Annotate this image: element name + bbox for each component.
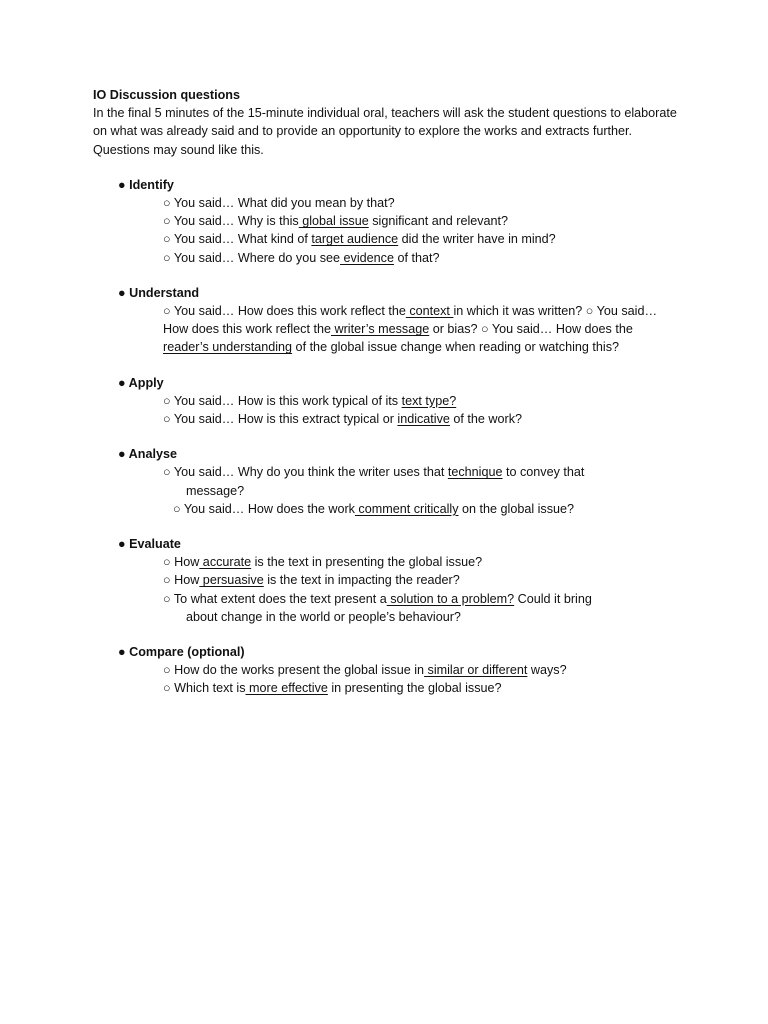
list-item-continuation: about change in the world or people’s behaviour? [186,609,461,624]
question-list [163,463,683,518]
document-title: IO Discussion questions [93,88,240,102]
bullet-icon: ● [118,537,126,552]
circle-icon: ○ [163,304,171,319]
circle-icon: ○ [163,465,171,480]
document-page [93,86,683,698]
section-heading: ● Compare (optional) [118,645,245,660]
circle-icon: ○ [163,681,171,696]
list-item: ○ Which text is more effective in presenting the global issue? [163,681,502,696]
list-item-continuation: message? [186,483,245,498]
question-list [163,553,683,626]
circle-icon: ○ [163,214,171,229]
list-item: ○ How do the works present the global issue in similar or different ways? [163,663,567,678]
bullet-icon: ● [118,177,126,192]
circle-icon: ○ [163,232,171,247]
underlined-term: global issue [298,214,369,229]
list-item: ○ You said… Why do you think the writer uses that technique to convey that [163,465,585,480]
section-compare [93,643,683,698]
underlined-term: writer’s message [331,322,430,337]
section-analyse [93,445,683,518]
underlined-term: indicative [397,412,450,427]
list-item: ○ How accurate is the text in presenting the global issue? [163,555,483,570]
circle-icon: ○ [163,412,171,427]
list-item: ○ You said… How does the work comment critically on the global issue? [173,501,575,516]
section-understand [93,284,683,357]
section-heading: ● Understand [118,285,200,300]
section-apply [93,374,683,429]
section-heading: ● Apply [118,375,164,390]
underlined-term: reader’s understanding [163,340,293,355]
circle-icon: ○ [163,591,171,606]
list-item: ○ You said… Why is this global issue significant and relevant? [163,214,509,229]
underlined-term: more effective [245,681,328,696]
list-item: ○ You said… Where do you see evidence of that? [163,250,440,265]
underlined-term: technique [447,465,503,480]
circle-icon: ○ [163,196,171,211]
list-item: ○ You said… What kind of target audience did the writer have in mind? [163,232,556,247]
bullet-icon: ● [118,375,126,390]
list-item: ○ You said… How is this extract typical or indicative of the work? [163,412,523,427]
question-list [163,194,683,267]
underlined-term: context [405,304,454,319]
question-paragraph: ○ You said… How does this work reflect the context in which it was written? ○ You said… How does this work reflect the writer’s message or bias? ○ You said… How does the reader’s understanding of the global issue change when reading or watching this? [163,304,658,355]
bullet-icon: ● [118,285,126,300]
underlined-term: text type? [401,393,457,408]
circle-icon: ○ [163,555,171,570]
underlined-term: solution to a problem? [386,591,515,606]
list-item: ○ To what extent does the text present a solution to a problem? Could it bring [163,591,592,606]
underlined-term: persuasive [199,573,264,588]
section-heading: ● Identify [118,177,174,192]
circle-icon: ○ [163,393,171,408]
underlined-term: evidence [340,250,394,265]
intro-paragraph: In the final 5 minutes of the 15-minute individual oral, teachers will ask the student questions to elaborate on what was already said and to provide an opportunity to explore the works and extracts further. Questions may sound like this. [93,106,677,157]
underlined-term: comment critically [354,501,459,516]
question-list [163,392,683,428]
underlined-term: accurate [199,555,252,570]
circle-icon: ○ [173,501,181,516]
underlined-term: target audience [311,232,399,247]
section-heading: ● Analyse [118,447,177,462]
circle-icon: ○ [163,250,171,265]
underlined-term: similar or different [424,663,528,678]
bullet-icon: ● [118,645,126,660]
section-evaluate [93,535,683,626]
circle-icon: ○ [163,663,171,678]
bullet-icon: ● [118,447,126,462]
question-list [163,661,683,697]
section-identify [93,176,683,267]
list-item: ○ How persuasive is the text in impacting the reader? [163,573,460,588]
list-item: ○ You said… What did you mean by that? [163,196,395,211]
circle-icon: ○ [163,573,171,588]
list-item: ○ You said… How is this work typical of its text type? [163,393,457,408]
section-heading: ● Evaluate [118,537,181,552]
